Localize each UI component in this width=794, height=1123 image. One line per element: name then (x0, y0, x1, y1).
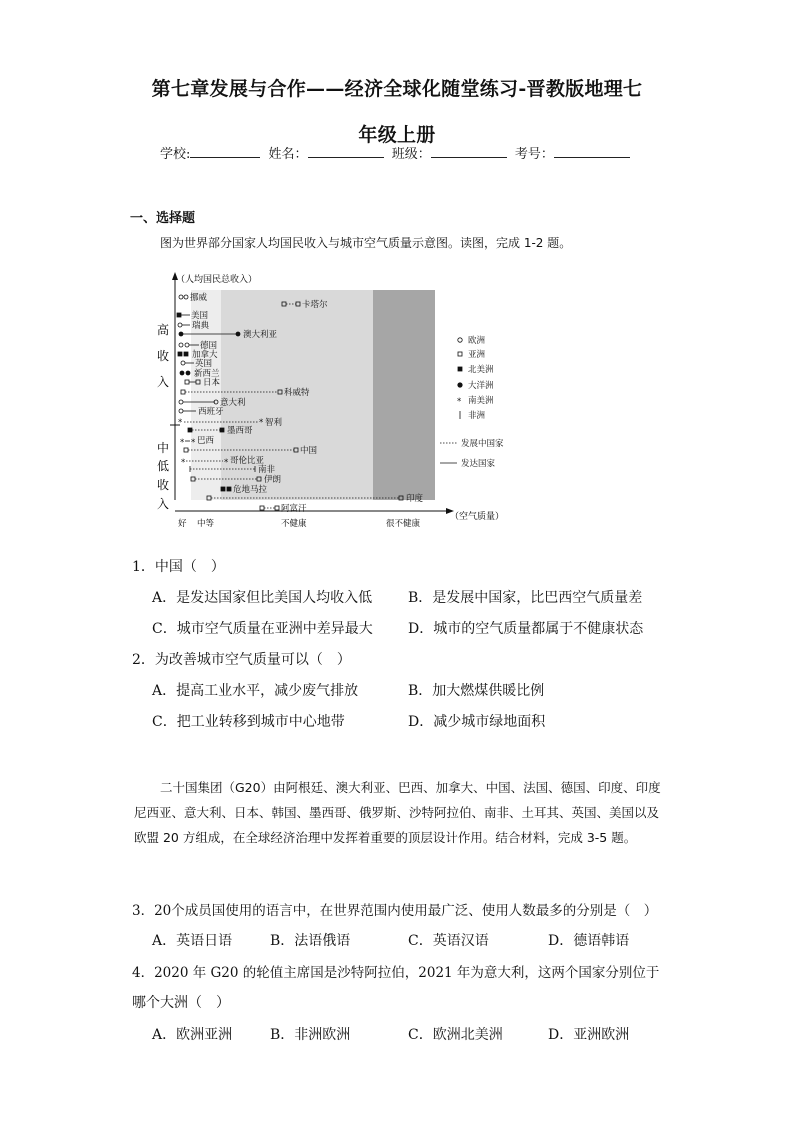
svg-text:*: * (457, 397, 462, 407)
point-label-china: 中国 (300, 446, 318, 456)
number-field[interactable] (554, 145, 630, 158)
x-cat-good: 好 (178, 519, 187, 529)
svg-text:*: * (259, 418, 264, 428)
name-label: 姓名： (268, 147, 308, 162)
point-label-norway: 挪威 (190, 293, 208, 303)
point-label-uk: 英国 (195, 359, 213, 369)
section-heading: 一、选择题 (130, 211, 196, 226)
legend-oceania: 大洋洲 (468, 381, 494, 391)
q4-option-a[interactable]: A．欧洲亚洲 (152, 1027, 233, 1043)
point-label-usa: 美国 (191, 311, 209, 321)
zone-good (175, 290, 191, 500)
zone-very-unhealthy (373, 290, 435, 500)
legend-developed: 发达国家 (461, 459, 496, 469)
svg-text:*: * (180, 438, 185, 448)
point-label-australia: 澳大利亚 (243, 330, 278, 340)
svg-text:*: * (224, 458, 229, 468)
question-2: 2．为改善城市空气质量可以（ ） (132, 652, 351, 668)
point-label-south-africa: 南非 (258, 465, 276, 475)
legend-developing: 发展中国家 (461, 439, 504, 449)
q2-option-b[interactable]: B．加大燃煤供暖比例 (408, 683, 545, 699)
q2-option-a[interactable]: A．提高工业水平，减少废气排放 (152, 683, 359, 699)
point-label-india: 印度 (406, 494, 424, 504)
point-label-colombia: 哥伦比亚 (230, 456, 265, 466)
q3-option-a[interactable]: A．英语日语 (152, 933, 233, 949)
svg-text:*: * (191, 438, 196, 448)
point-label-japan: 日本 (203, 378, 221, 388)
student-info (160, 143, 634, 162)
school-label: 学校: (160, 147, 191, 162)
point-label-mexico: 墨西哥 (227, 426, 253, 436)
point-label-guatemala: 危地马拉 (233, 485, 268, 495)
point-label-afghanistan: 阿富汗 (281, 504, 307, 514)
question-4-line-1: 4．2020 年 G20 的轮值主席国是沙特阿拉伯，2021 年为意大利，这两个国家分别位于 (132, 965, 660, 981)
q3-option-d[interactable]: D．德语韩语 (548, 933, 630, 949)
title-line-1: 第七章发展与合作——经济全球化随堂练习-晋教版地理七 (151, 78, 643, 100)
intro-text: 图为世界部分国家人均国民收入与城市空气质量示意图。读图，完成 1-2 题。 (160, 236, 572, 250)
question-3: 3．20个成员国使用的语言中，在世界范围内使用最广泛、使用人数最多的分别是（ ） (132, 903, 658, 919)
point-label-new-zealand: 新西兰 (194, 369, 220, 379)
y-axis-title: （人均国民总收入） (176, 275, 258, 285)
point-label-spain: 西班牙 (198, 407, 224, 417)
title-line-2: 年级上册 (358, 124, 436, 146)
y-label-mid-3: 收 (157, 478, 170, 492)
q3-option-c[interactable]: C．英语汉语 (408, 933, 489, 949)
point-label-chile: 智利 (265, 418, 283, 428)
point-label-canada: 加拿大 (192, 350, 218, 360)
g20-material: 二十国集团（G20）由阿根廷、澳大利亚、巴西、加拿大、中国、法国、德国、印度、印度尼西亚、意大利、日本、韩国、墨西哥、俄罗斯、沙特阿拉伯、南非、土耳其、英国、美国以及欧盟 20 方组成，在全球经济治理中发挥着重要的顶层设计作用。结合材料，完成 3-5 题。 (134, 780, 661, 845)
point-label-brazil: 巴西 (197, 436, 215, 446)
name-field[interactable] (308, 145, 384, 158)
y-label-mid-2: 低 (157, 459, 170, 473)
q1-option-b[interactable]: B．是发展中国家，比巴西空气质量差 (408, 590, 643, 606)
legend-africa: 非洲 (468, 411, 486, 421)
point-label-qatar: 卡塔尔 (302, 300, 328, 310)
q1-option-a[interactable]: A．是发达国家但比美国人均收入低 (152, 590, 373, 606)
q1-option-c[interactable]: C．城市空气质量在亚洲中差异最大 (152, 621, 373, 637)
q1-option-d[interactable]: D．城市的空气质量都属于不健康状态 (408, 621, 644, 637)
school-field[interactable] (190, 145, 260, 158)
q4-option-d[interactable]: D．亚洲欧洲 (548, 1027, 630, 1043)
q4-option-b[interactable]: B．非洲欧洲 (270, 1027, 351, 1043)
q3-option-b[interactable]: B．法语俄语 (270, 933, 351, 949)
y-label-high-2: 收 (157, 349, 170, 363)
x-axis-title: （空气质量） (450, 512, 505, 522)
y-label-mid-4: 入 (157, 497, 170, 511)
x-cat-moderate: 中等 (197, 519, 215, 529)
q2-option-c[interactable]: C．把工业转移到城市中心地带 (152, 714, 345, 730)
point-label-sweden: 瑞典 (192, 321, 210, 331)
legend-asia: 亚洲 (468, 350, 486, 360)
point-label-iran: 伊朗 (264, 475, 282, 485)
y-label-high-3: 入 (157, 375, 170, 389)
point-label-germany: 德国 (200, 341, 218, 351)
class-label: 班级： (391, 147, 431, 162)
income-air-quality-figure (150, 268, 530, 530)
point-label-italy: 意大利 (220, 398, 246, 408)
question-4-line-2: 哪个大洲（ ） (132, 995, 230, 1011)
q4-option-c[interactable]: C．欧洲北美洲 (408, 1027, 503, 1043)
svg-text:*: * (181, 458, 186, 468)
svg-text:*: * (178, 418, 183, 428)
legend-south-america: 南美洲 (468, 396, 494, 406)
q2-option-d[interactable]: D．减少城市绿地面积 (408, 714, 546, 730)
y-label-mid-1: 中 (157, 441, 170, 455)
x-cat-unhealthy: 不健康 (281, 519, 307, 529)
y-label-high-1: 高 (157, 323, 170, 337)
question-1: 1．中国（ ） (132, 559, 225, 575)
legend (440, 335, 504, 469)
legend-europe: 欧洲 (468, 336, 486, 346)
x-cat-very-unhealthy: 很不健康 (386, 519, 421, 529)
class-field[interactable] (431, 145, 507, 158)
legend-north-america: 北美洲 (468, 365, 494, 375)
point-label-kuwait: 科威特 (284, 388, 310, 398)
number-label: 考号： (514, 147, 554, 162)
